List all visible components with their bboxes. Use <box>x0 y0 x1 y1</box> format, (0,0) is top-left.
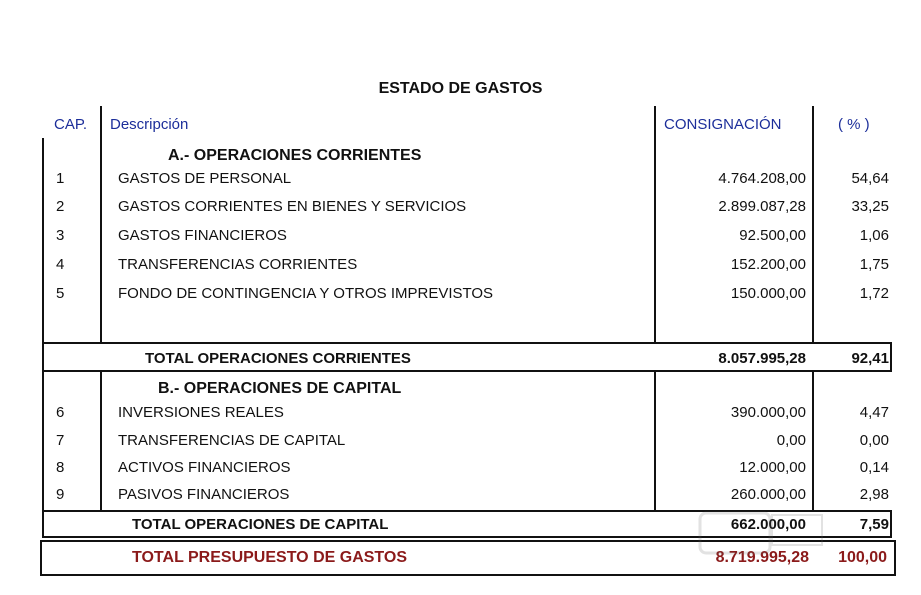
header-cap: CAP. <box>54 116 88 133</box>
header-descripcion: Descripción <box>110 116 189 133</box>
row-cap: 3 <box>56 227 65 244</box>
row-amount: 0,00 <box>776 432 806 449</box>
row-cap: 8 <box>56 459 65 476</box>
row-cap: 2 <box>56 198 65 215</box>
row-desc: GASTOS DE PERSONAL <box>118 170 292 187</box>
watermark-logo-icon <box>690 505 830 565</box>
row-pct: 0,00 <box>859 432 889 449</box>
row-amount: 92.500,00 <box>739 227 806 244</box>
row-desc: PASIVOS FINANCIEROS <box>118 486 290 503</box>
section-b-title: B.- OPERACIONES DE CAPITAL <box>158 380 402 397</box>
row-cap: 5 <box>56 285 65 302</box>
table-row <box>0 432 921 454</box>
row-pct: 2,98 <box>859 486 889 503</box>
total-corrientes-pct: 92,41 <box>851 350 889 367</box>
table-row <box>0 198 921 220</box>
grand-total-amount: 8.719.995,28 <box>715 549 809 566</box>
row-amount: 12.000,00 <box>739 459 806 476</box>
row-pct: 54,64 <box>851 170 889 187</box>
row-cap: 1 <box>56 170 65 187</box>
document-title: ESTADO DE GASTOS <box>378 80 543 97</box>
row-cap: 9 <box>56 486 65 503</box>
row-amount: 2.899.087,28 <box>718 198 806 215</box>
grand-total-pct: 100,00 <box>838 549 887 566</box>
header-consignacion: CONSIGNACIÓN <box>664 116 782 133</box>
row-desc: ACTIVOS FINANCIEROS <box>118 459 291 476</box>
row-desc: TRANSFERENCIAS DE CAPITAL <box>118 432 346 449</box>
row-pct: 4,47 <box>859 404 889 421</box>
section-a-title: A.- OPERACIONES CORRIENTES <box>168 147 422 164</box>
row-amount: 260.000,00 <box>730 486 806 503</box>
row-pct: 1,72 <box>859 285 889 302</box>
row-cap: 6 <box>56 404 65 421</box>
row-cap: 7 <box>56 432 65 449</box>
row-pct: 1,75 <box>859 256 889 273</box>
row-pct: 0,14 <box>859 459 889 476</box>
row-desc: TRANSFERENCIAS CORRIENTES <box>118 256 358 273</box>
row-desc: INVERSIONES REALES <box>118 404 284 421</box>
table-row <box>0 227 921 249</box>
table-row <box>0 459 921 481</box>
row-amount: 4.764.208,00 <box>718 170 806 187</box>
table-row <box>0 256 921 278</box>
total-corrientes-amount: 8.057.995,28 <box>718 350 806 367</box>
row-cap: 4 <box>56 256 65 273</box>
row-desc: GASTOS FINANCIEROS <box>118 227 287 244</box>
row-amount: 390.000,00 <box>730 404 806 421</box>
row-amount: 152.200,00 <box>730 256 806 273</box>
grand-total-label: TOTAL PRESUPUESTO DE GASTOS <box>132 549 408 566</box>
row-pct: 33,25 <box>851 198 889 215</box>
total-capital-pct: 7,59 <box>859 516 889 533</box>
header-pct: ( % ) <box>838 116 870 133</box>
table-row <box>0 404 921 426</box>
table-row <box>0 170 921 192</box>
row-desc: GASTOS CORRIENTES EN BIENES Y SERVICIOS <box>118 198 467 215</box>
row-amount: 150.000,00 <box>730 285 806 302</box>
total-corrientes-label: TOTAL OPERACIONES CORRIENTES <box>145 350 411 367</box>
table-row <box>0 285 921 307</box>
row-pct: 1,06 <box>859 227 889 244</box>
row-desc: FONDO DE CONTINGENCIA Y OTROS IMPREVISTOS <box>118 285 494 302</box>
total-capital-label: TOTAL OPERACIONES DE CAPITAL <box>132 516 389 533</box>
total-capital-amount: 662.000,00 <box>730 516 806 533</box>
